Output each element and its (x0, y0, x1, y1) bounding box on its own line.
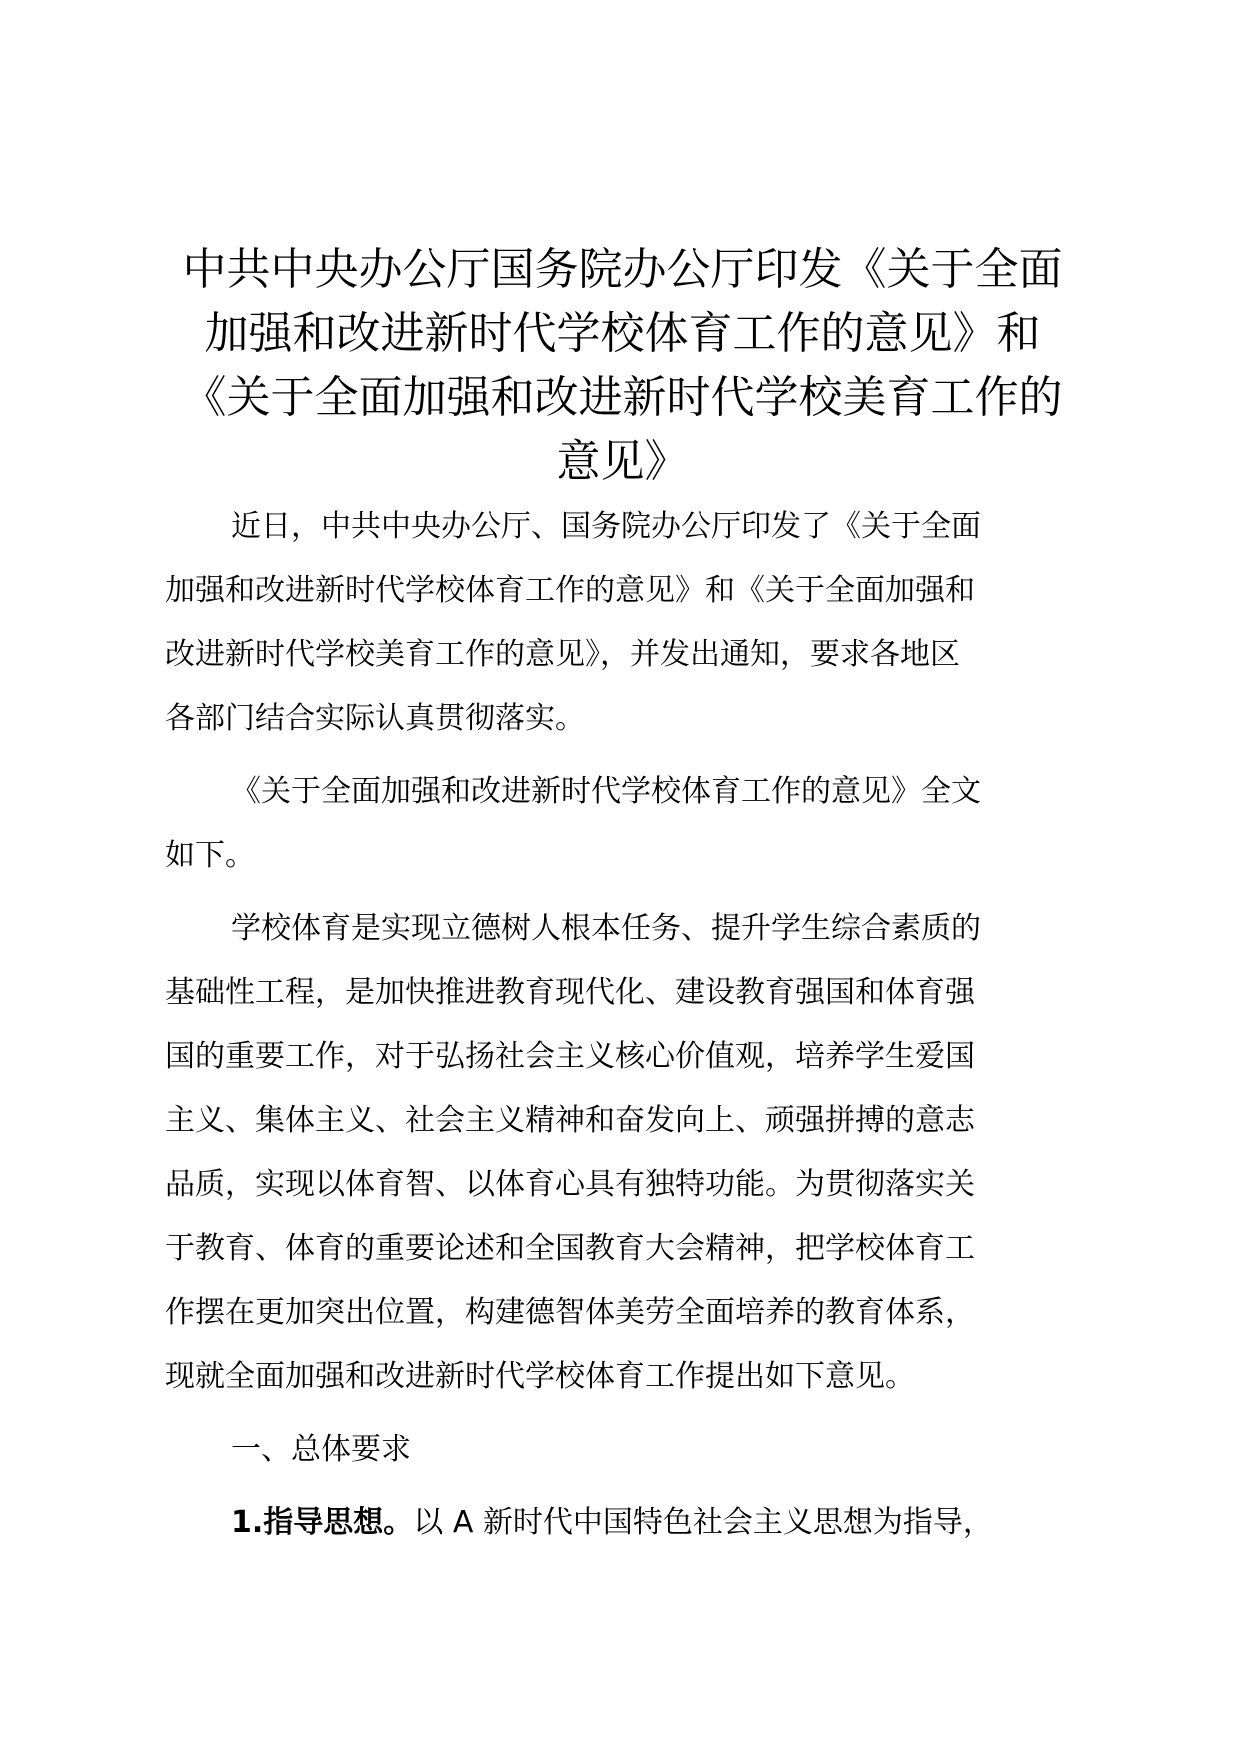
paragraph-line: 国的重要工作，对于弘扬社会主义核心价值观，培养学生爱国 (165, 1039, 975, 1074)
paragraph-line: 主义、集体主义、社会主义精神和奋发向上、顽强拼搏的意志 (165, 1103, 975, 1138)
paragraph-line: 现就全面加强和改进新时代学校体育工作提出如下意见。 (165, 1359, 915, 1394)
section-heading (165, 1418, 1085, 1482)
title-line: 《关于全面加强和改进新时代学校美育工作的 (182, 372, 1063, 423)
item-label: 1.指导思想。 (231, 1505, 414, 1540)
paragraph-line: 作摆在更加突出位置，构建德智体美劳全面培养的教育体系， (165, 1295, 975, 1330)
item-line (165, 1491, 1085, 1555)
paragraph-fulltext-notice (165, 760, 1085, 888)
paragraph-line: 于教育、体育的重要论述和全国教育大会精神，把学校体育工 (165, 1231, 975, 1266)
section-heading-text: 一、总体要求 (231, 1432, 411, 1467)
paragraph-line: 加强和改进新时代学校体育工作的意见》和《关于全面加强和 (165, 573, 975, 608)
paragraph-line: 各部门结合实际认真贯彻落实。 (165, 701, 585, 736)
title-line: 加强和改进新时代学校体育工作的意见》和 (204, 308, 1041, 359)
document-title (160, 238, 1085, 494)
item-guiding-ideology (165, 1491, 1085, 1555)
paragraph-line: 《关于全面加强和改进新时代学校体育工作的意见》全文 (231, 774, 981, 809)
title-line: 意见》 (556, 436, 689, 487)
paragraph-line: 近日，中共中央办公厅、国务院办公厅印发了《关于全面 (231, 509, 981, 544)
paragraph-line: 改进新时代学校美育工作的意见》，并发出通知，要求各地区 (165, 637, 960, 672)
paragraph-background (165, 897, 1085, 1409)
paragraph-line: 品质，实现以体育智、以体育心具有独特功能。为贯彻落实关 (165, 1167, 975, 1202)
title-line: 中共中央办公厅国务院办公厅印发《关于全面 (182, 244, 1063, 295)
document-body (165, 495, 1085, 1564)
paragraph-line: 如下。 (165, 838, 255, 873)
paragraph-intro (165, 495, 1085, 751)
paragraph-line: 学校体育是实现立德树人根本任务、提升学生综合素质的 (231, 911, 981, 946)
paragraph-line: 基础性工程，是加快推进教育现代化、建设教育强国和体育强 (165, 975, 975, 1010)
item-text: 以 A 新时代中国特色社会主义思想为指导， (413, 1505, 993, 1540)
